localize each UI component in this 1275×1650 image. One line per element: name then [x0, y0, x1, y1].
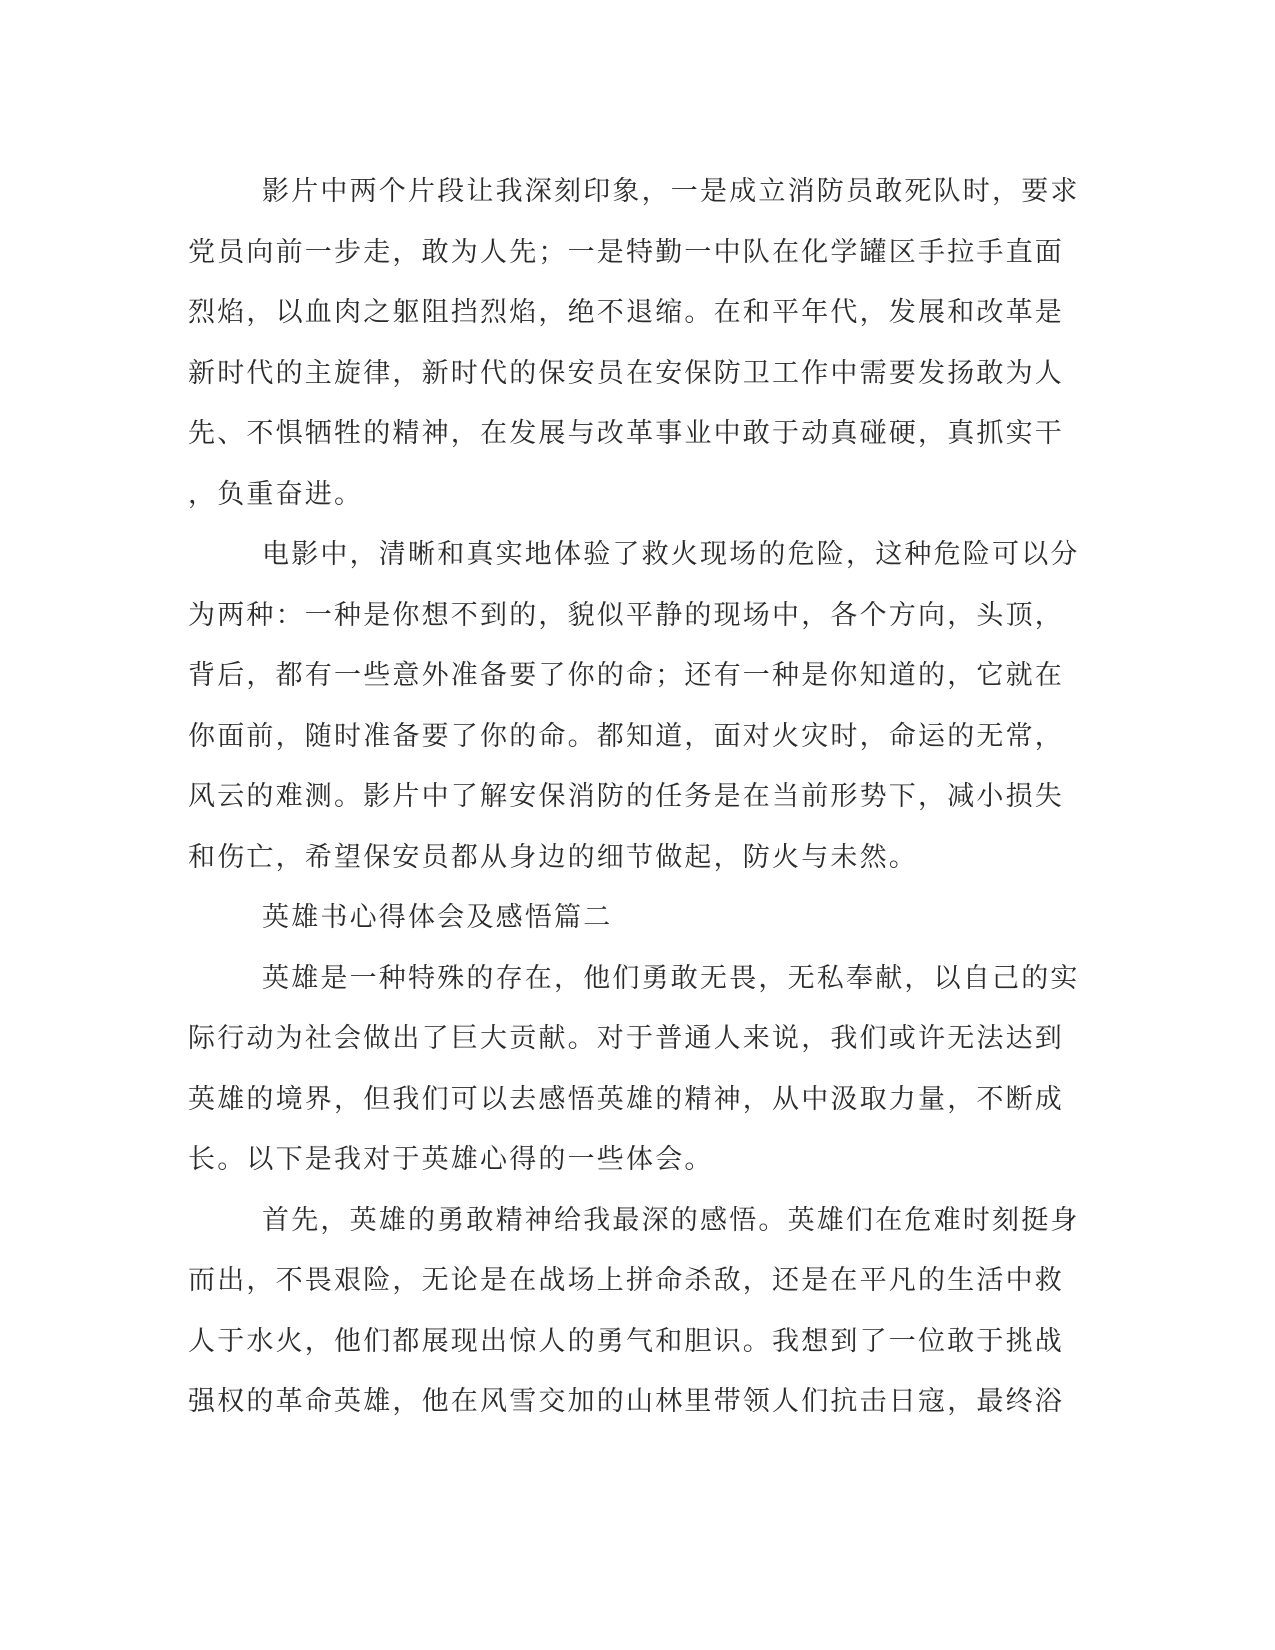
text-line: 而出，不畏艰险，无论是在战场上拼命杀敌，还是在平凡的生活中救 [188, 1265, 1064, 1296]
text-line: 烈焰，以血肉之躯阻挡烈焰，绝不退缩。在和平年代，发展和改革是 [188, 297, 1064, 328]
text-line: 背后，都有一些意外准备要了你的命；还有一种是你知道的，它就在 [188, 660, 1064, 691]
text-line: 和伤亡，希望保安员都从身边的细节做起，防火与未然。 [188, 841, 918, 873]
text-line: 际行动为社会做出了巨大贡献。对于普通人来说，我们或许无法达到 [188, 1023, 1064, 1054]
paragraph-4 [188, 1191, 1080, 1433]
text-line: 为两种：一种是你想不到的，貌似平静的现场中，各个方向，头顶， [188, 599, 1064, 631]
text-line: 影片中两个片段让我深刻印象，一是成立消防员敢死队时，要求 [262, 176, 1080, 207]
section-heading-text: 英雄书心得体会及感悟篇二 [262, 902, 613, 933]
document-body [188, 162, 1080, 1433]
text-line: 英雄是一种特殊的存在，他们勇敢无畏，无私奉献，以自己的实 [262, 962, 1080, 994]
text-line: 先、不惧牺牲的精神，在发展与改革事业中敢于动真碰硬，真抓实干 [188, 418, 1064, 449]
text-line: 长。以下是我对于英雄心得的一些体会。 [188, 1144, 714, 1175]
text-line: 风云的难测。影片中了解安保消防的任务是在当前形势下，减小损失 [188, 781, 1064, 812]
text-line: 新时代的主旋律，新时代的保安员在安保防卫工作中需要发扬敢为人 [188, 357, 1064, 389]
text-line: 党员向前一步走，敢为人先；一是特勤一中队在化学罐区手拉手直面 [188, 236, 1064, 268]
paragraph-3 [188, 949, 1080, 1191]
text-line: 英雄的境界，但我们可以去感悟英雄的精神，从中汲取力量，不断成 [188, 1083, 1064, 1115]
text-line: 人于水火，他们都展现出惊人的勇气和胆识。我想到了一位敢于挑战 [188, 1325, 1064, 1357]
text-line: 你面前，随时准备要了你的命。都知道，面对火灾时，命运的无常， [188, 720, 1064, 752]
paragraph-2 [188, 525, 1080, 888]
text-line: 强权的革命英雄，他在风雪交加的山林里带领人们抗击日寇，最终浴 [188, 1386, 1064, 1417]
text-line: ，负重奋进。 [188, 478, 364, 510]
section-heading [188, 888, 1068, 949]
text-line: 电影中，清晰和真实地体验了救火现场的危险，这种危险可以分 [262, 539, 1080, 570]
paragraph-1 [188, 162, 1080, 525]
text-line: 首先，英雄的勇敢精神给我最深的感悟。英雄们在危难时刻挺身 [262, 1204, 1080, 1236]
